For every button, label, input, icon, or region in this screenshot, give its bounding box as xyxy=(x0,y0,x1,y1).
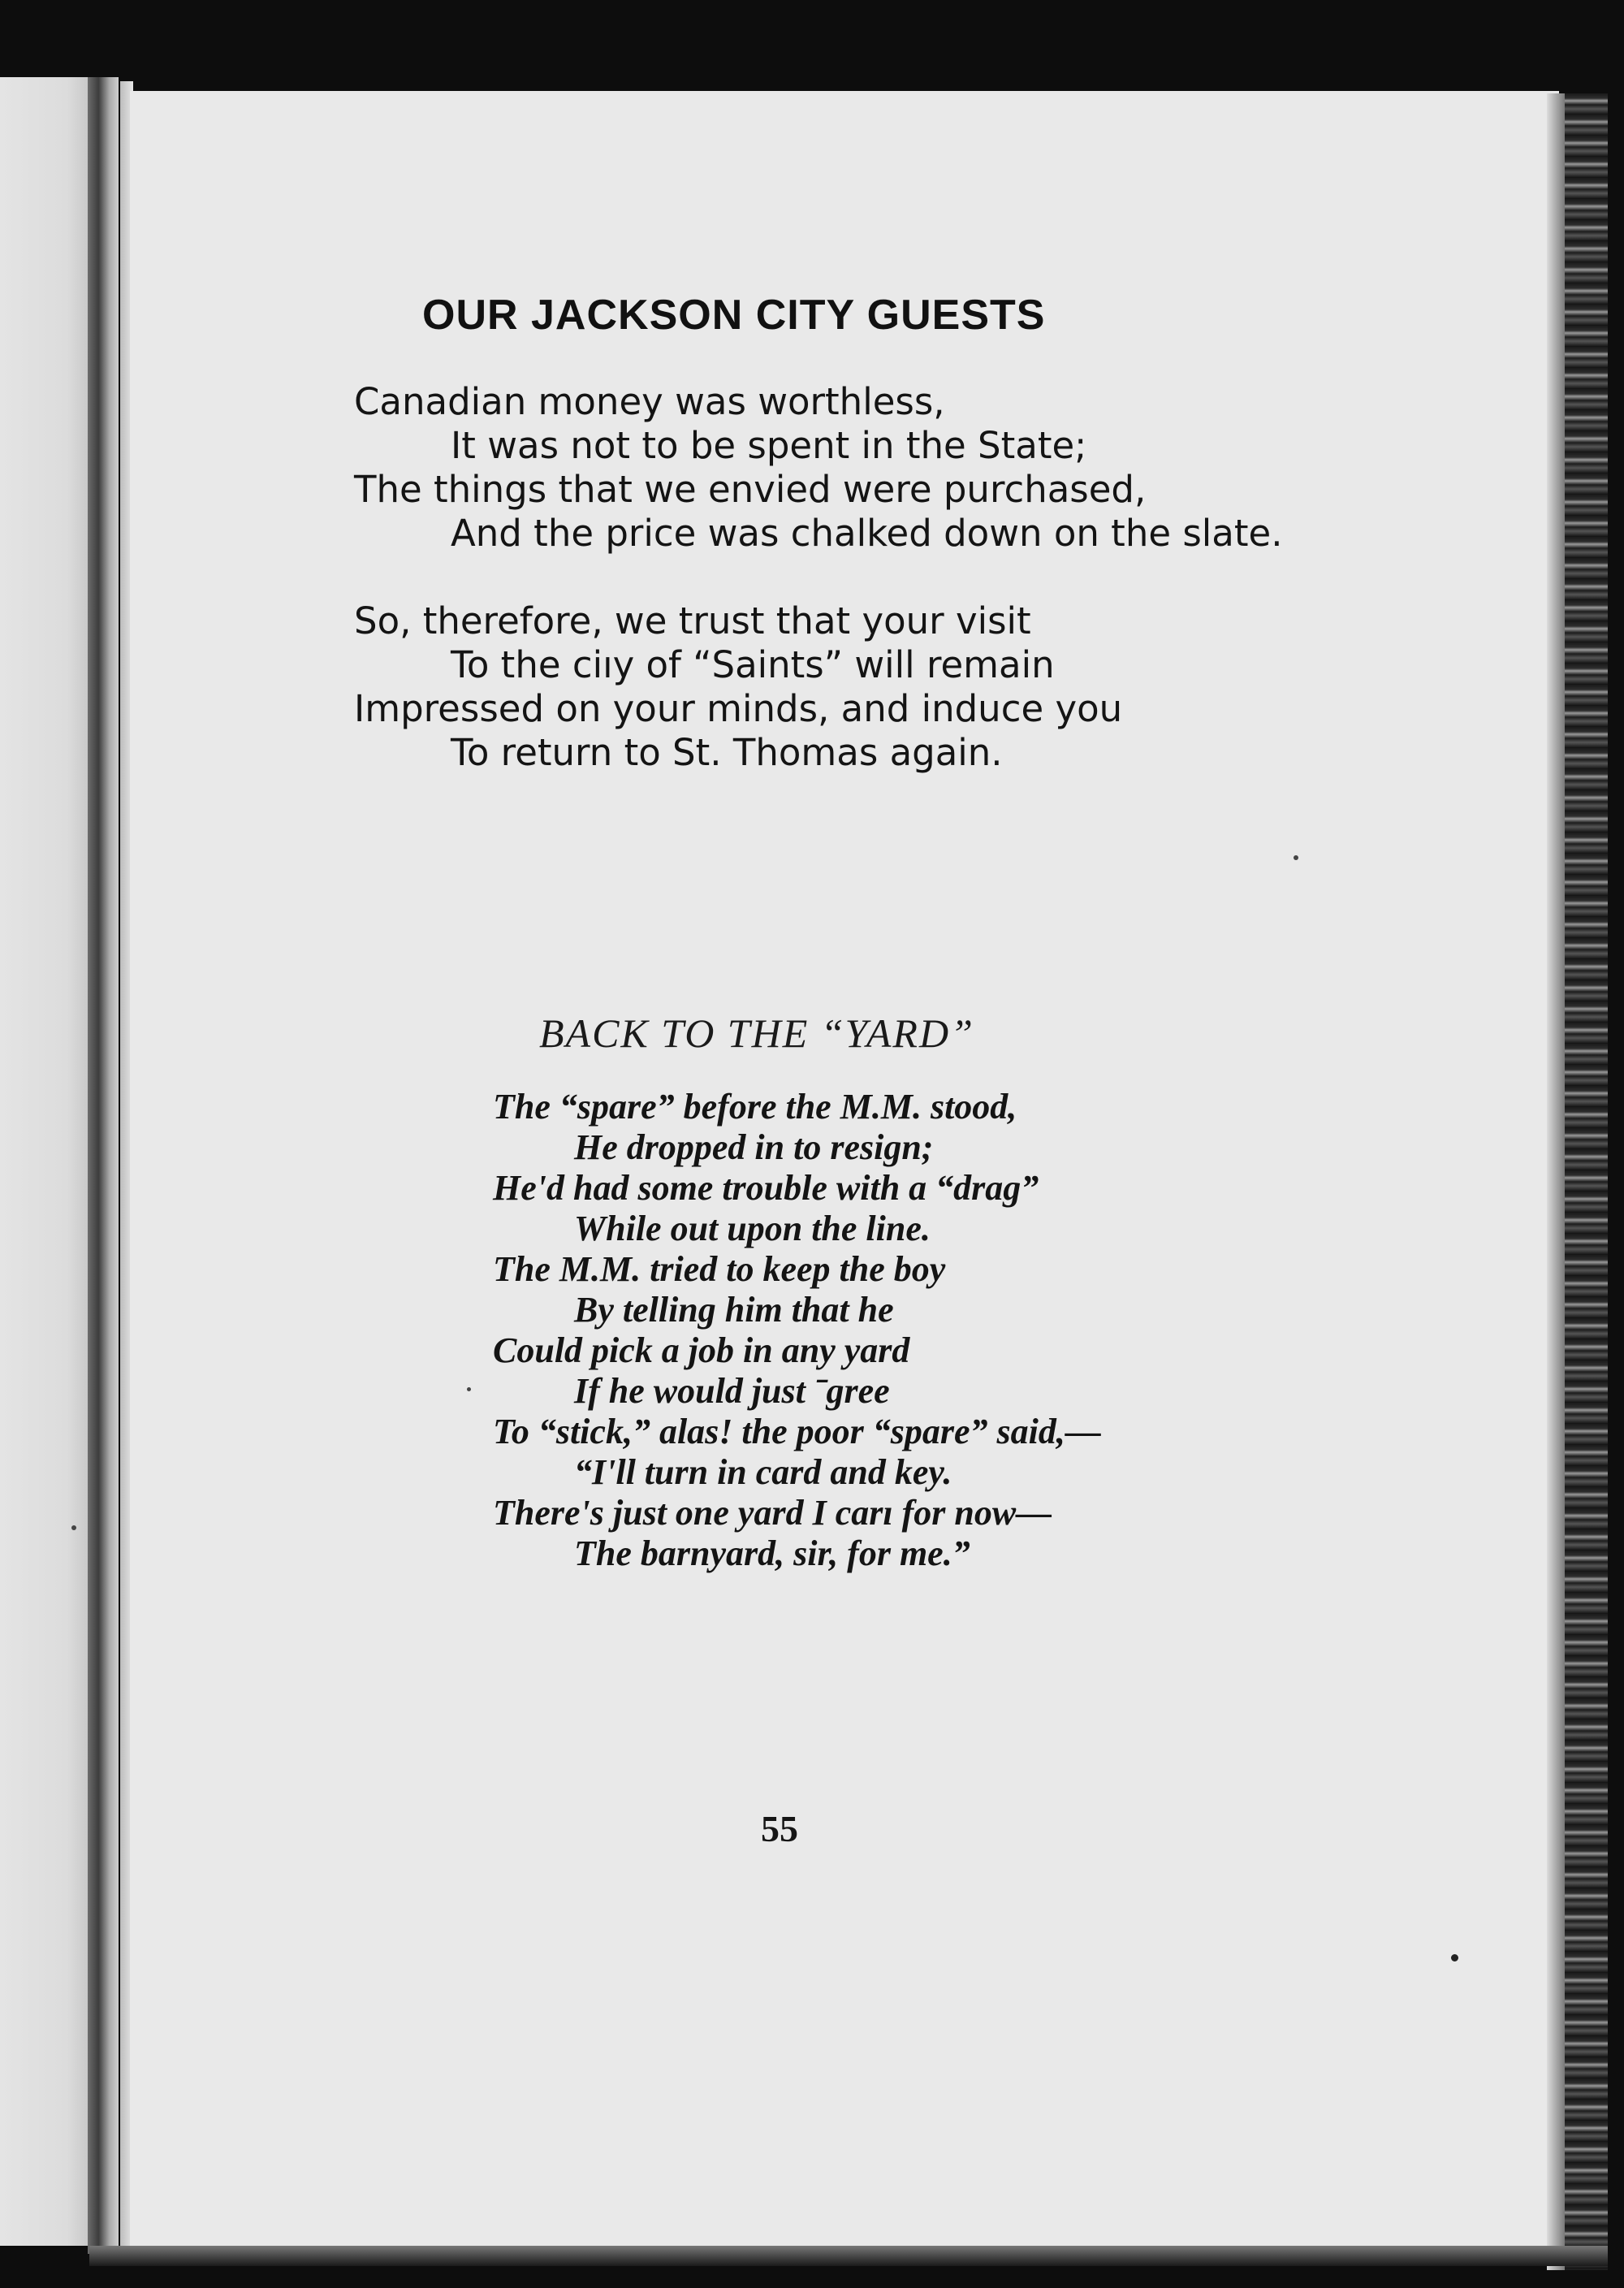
poem-line: The “spare” before the M.M. stood, xyxy=(493,1087,1017,1127)
poem-line: The things that we envied were purchased, xyxy=(354,468,1147,511)
poem-line: He dropped in to resign; xyxy=(574,1127,934,1167)
poem-line: “I'll turn in card and key. xyxy=(574,1452,952,1492)
dust-speck xyxy=(1294,855,1298,860)
poem-title-back-to-the-yard: BACK TO THE “YARD” xyxy=(539,1010,974,1056)
poem-line: If he would just ˉgree xyxy=(574,1371,890,1411)
poem-line: While out upon the line. xyxy=(574,1209,931,1248)
page-stack-edge xyxy=(1547,93,1608,2270)
poem-line: It was not to be spent in the State; xyxy=(451,424,1087,467)
poem-line: Impressed on your minds, and induce you xyxy=(354,687,1123,730)
dust-speck xyxy=(467,1387,471,1391)
poem-line: So, therefore, we trust that your visit xyxy=(354,599,1031,642)
poem-line: The barnyard, sir, for me.” xyxy=(574,1533,970,1573)
poem-title-jackson-city-guests: OUR JACKSON CITY GUESTS xyxy=(422,292,1046,339)
poem-line: To the ciıy of “Saints” will remain xyxy=(451,643,1055,686)
stanza-gap xyxy=(354,556,1328,599)
poem-line: There's just one yard I carı for now— xyxy=(493,1493,1052,1533)
book-gutter xyxy=(88,77,119,2254)
poem-line: By telling him that he xyxy=(574,1290,894,1330)
dust-speck xyxy=(71,1525,76,1530)
poem-line: Canadian money was worthless, xyxy=(354,380,945,423)
poem-back-to-the-yard xyxy=(493,1087,1467,1574)
left-page-edge xyxy=(0,77,96,2246)
poem-line: The M.M. tried to keep the boy xyxy=(493,1249,946,1289)
bottom-shadow xyxy=(89,2246,1608,2266)
poem-line: To “stick,” alas! the poor “spare” said,— xyxy=(493,1412,1101,1451)
poem-line: Could pick a job in any yard xyxy=(493,1330,910,1370)
page-number: 55 xyxy=(761,1808,798,1849)
poem-jackson-city-guests xyxy=(354,380,1328,775)
poem-line: And the price was chalked down on the slate. xyxy=(451,512,1283,555)
poem-line: To return to St. Thomas again. xyxy=(451,731,1003,774)
dust-speck xyxy=(1451,1954,1458,1961)
poem-line: He'd had some trouble with a “drag” xyxy=(493,1168,1039,1208)
